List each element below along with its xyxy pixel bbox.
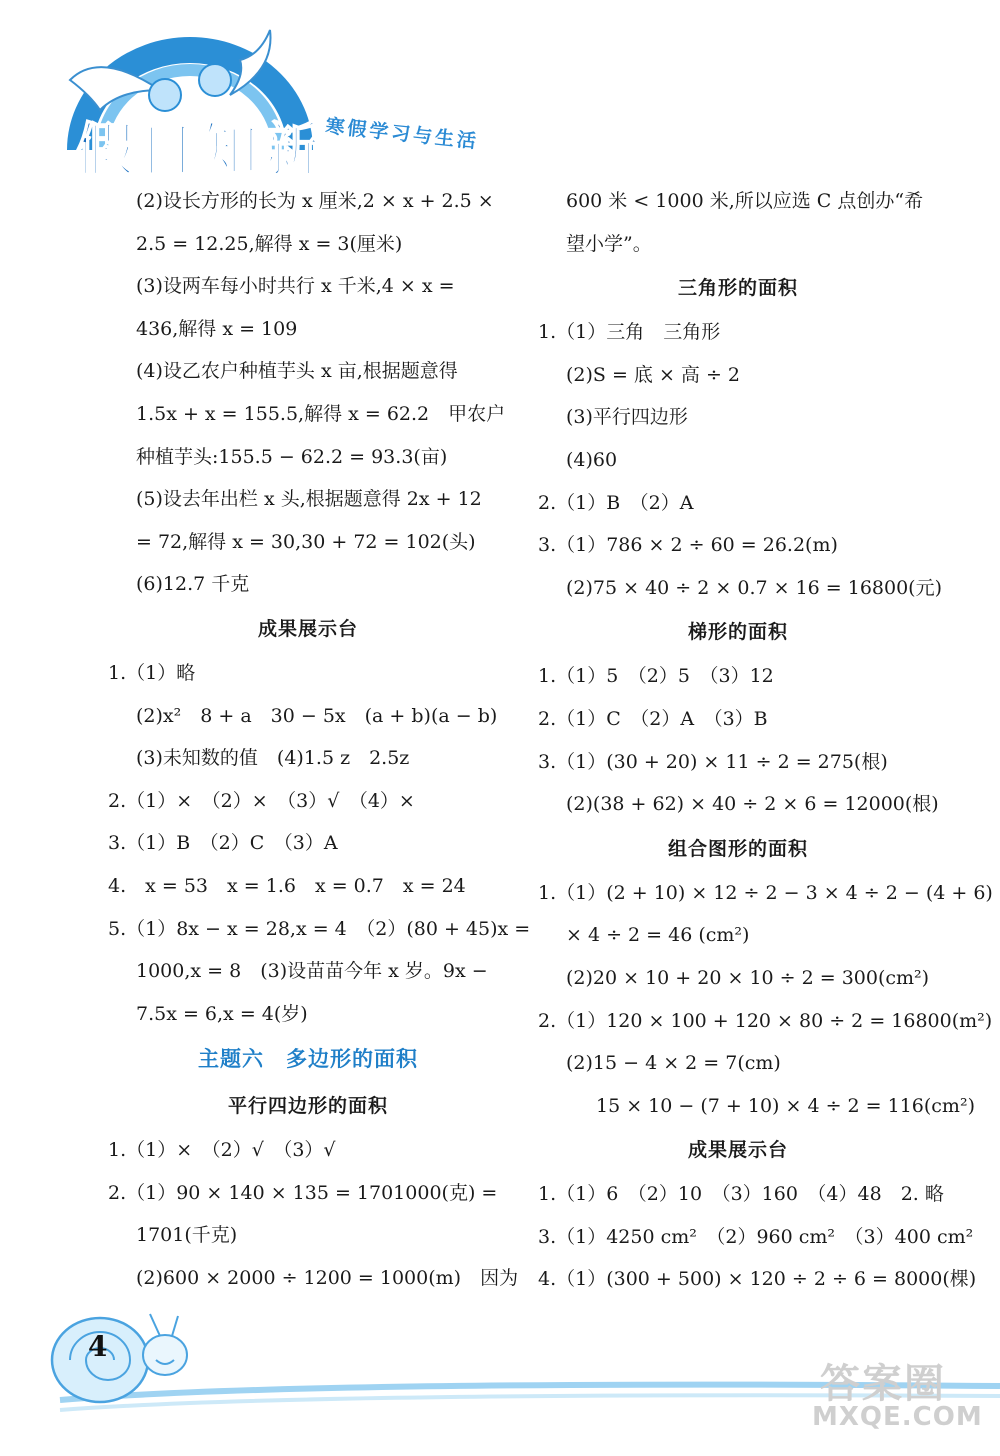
answer-line: 望小学”。 — [566, 232, 652, 255]
answer-line: 3.（1）4250 cm² （2）960 cm² （3）400 cm² — [538, 1225, 974, 1248]
answer-line: 2.（1）90 × 140 × 135 = 1701000(克) = — [108, 1181, 498, 1204]
answer-line: 2.（1）C （2）A （3）B — [538, 707, 768, 730]
answer-line: (4)设乙农户种植芋头 x 亩,根据题意得 — [136, 360, 458, 383]
answer-line: 436,解得 x = 109 — [136, 317, 298, 340]
section-heading: 平行四边形的面积 — [227, 1095, 388, 1118]
logo-title: 假日知新 — [76, 116, 325, 184]
answer-line: 2.5 = 12.25,解得 x = 3(厘米) — [136, 232, 403, 255]
answer-line: (2)S = 底 × 高 ÷ 2 — [566, 363, 741, 386]
answer-line: 2.（1）B （2）A — [538, 491, 694, 514]
answer-line: (2)(38 + 62) × 40 ÷ 2 × 6 = 12000(根) — [566, 793, 939, 816]
site-watermark — [802, 1352, 992, 1438]
answer-line: 1.（1）5 （2）5 （3）12 — [538, 665, 774, 688]
answer-line: (2)x² 8 + a 30 − 5x (a + b)(a − b) — [136, 704, 498, 727]
left-column — [108, 180, 531, 1300]
answer-line: 1.（1）× （2）√ （3）√ — [108, 1139, 336, 1162]
answer-line: 7.5x = 6,x = 4(岁) — [136, 1002, 308, 1025]
answer-line: (2)20 × 10 + 20 × 10 ÷ 2 = 300(cm²) — [566, 966, 930, 989]
answer-line: × 4 ÷ 2 = 46 (cm²) — [566, 924, 750, 947]
answer-line: (3)未知数的值 (4)1.5 z 2.5z — [136, 747, 410, 770]
section-heading: 梯形的面积 — [687, 621, 788, 644]
theme-heading: 主题六 多边形的面积 — [198, 1047, 418, 1072]
section-heading: 组合图形的面积 — [667, 837, 808, 860]
logo-graphic — [40, 20, 560, 190]
answer-line: (5)设去年出栏 x 头,根据题意得 2x + 12 — [136, 488, 482, 511]
answer-line: 600 米 < 1000 米,所以应选 C 点创办“希 — [566, 190, 924, 212]
answer-line: 3.（1）(30 + 20) × 11 ÷ 2 = 275(根) — [538, 750, 888, 773]
answer-line: 3.（1）786 × 2 ÷ 60 = 26.2(m) — [538, 534, 838, 557]
answer-line: (4)60 — [566, 448, 618, 471]
section-heading: 成果展示台 — [257, 617, 358, 640]
answer-line: 1.（1）略 — [108, 661, 196, 684]
section-heading: 三角形的面积 — [677, 277, 798, 300]
right-column — [538, 180, 993, 1301]
watermark-url: MXQE.COM — [812, 1402, 983, 1432]
answer-line: (2)设长方形的长为 x 厘米,2 × x + 2.5 × — [136, 190, 494, 212]
answer-line: 1.（1）(2 + 10) × 12 ÷ 2 − 3 × 4 ÷ 2 − (4 + 6) — [538, 881, 993, 904]
answer-line: 5.（1）8x − x = 28,x = 4 （2）(80 + 45)x = — [108, 917, 531, 940]
answer-line: 1.5x + x = 155.5,解得 x = 62.2 甲农户 — [136, 402, 506, 425]
answer-line: 15 × 10 − (7 + 10) × 4 ÷ 2 = 116(cm²) — [596, 1094, 975, 1117]
section-heading: 成果展示台 — [687, 1139, 788, 1162]
answer-line: 1.（1）三角 三角形 — [538, 321, 721, 344]
answer-line: 2.（1）× （2）× （3）√ （4）× — [108, 789, 415, 812]
answer-line: = 72,解得 x = 30,30 + 72 = 102(头) — [136, 530, 476, 553]
answer-line: (2)15 − 4 × 2 = 7(cm) — [566, 1052, 781, 1075]
answer-line: 种植芋头:155.5 − 62.2 = 93.3(亩) — [136, 445, 448, 468]
answer-line: (3)设两车每小时共行 x 千米,4 × x = — [136, 275, 455, 298]
answer-line: 3.（1）B （2）C （3）A — [108, 832, 338, 855]
logo-subtitle: 寒假学习与生活 — [324, 115, 480, 154]
answer-line: 1000,x = 8 (3)设苗苗今年 x 岁。9x − — [136, 960, 488, 983]
answer-line: 2.（1）120 × 100 + 120 × 80 ÷ 2 = 16800(m²) — [538, 1009, 993, 1032]
page-number: 4 — [88, 1330, 108, 1363]
book-logo — [40, 20, 560, 190]
answer-line: (6)12.7 千克 — [136, 573, 250, 596]
answer-line: (2)75 × 40 ÷ 2 × 0.7 × 16 = 16800(元) — [566, 576, 943, 599]
answer-line: (2)600 × 2000 ÷ 1200 = 1000(m) 因为 — [136, 1267, 519, 1290]
answer-line: 1.（1）6 （2）10 （3）160 （4）48 2. 略 — [538, 1183, 944, 1206]
watermark-title: 答案圈 — [820, 1361, 946, 1407]
answer-line: 4.（1）(300 + 500) × 120 ÷ 2 ÷ 6 = 8000(棵) — [538, 1268, 977, 1291]
answer-line: 4. x = 53 x = 1.6 x = 0.7 x = 24 — [108, 874, 466, 897]
answer-line: 1701(千克) — [136, 1224, 238, 1247]
answer-line: (3)平行四边形 — [566, 406, 688, 429]
